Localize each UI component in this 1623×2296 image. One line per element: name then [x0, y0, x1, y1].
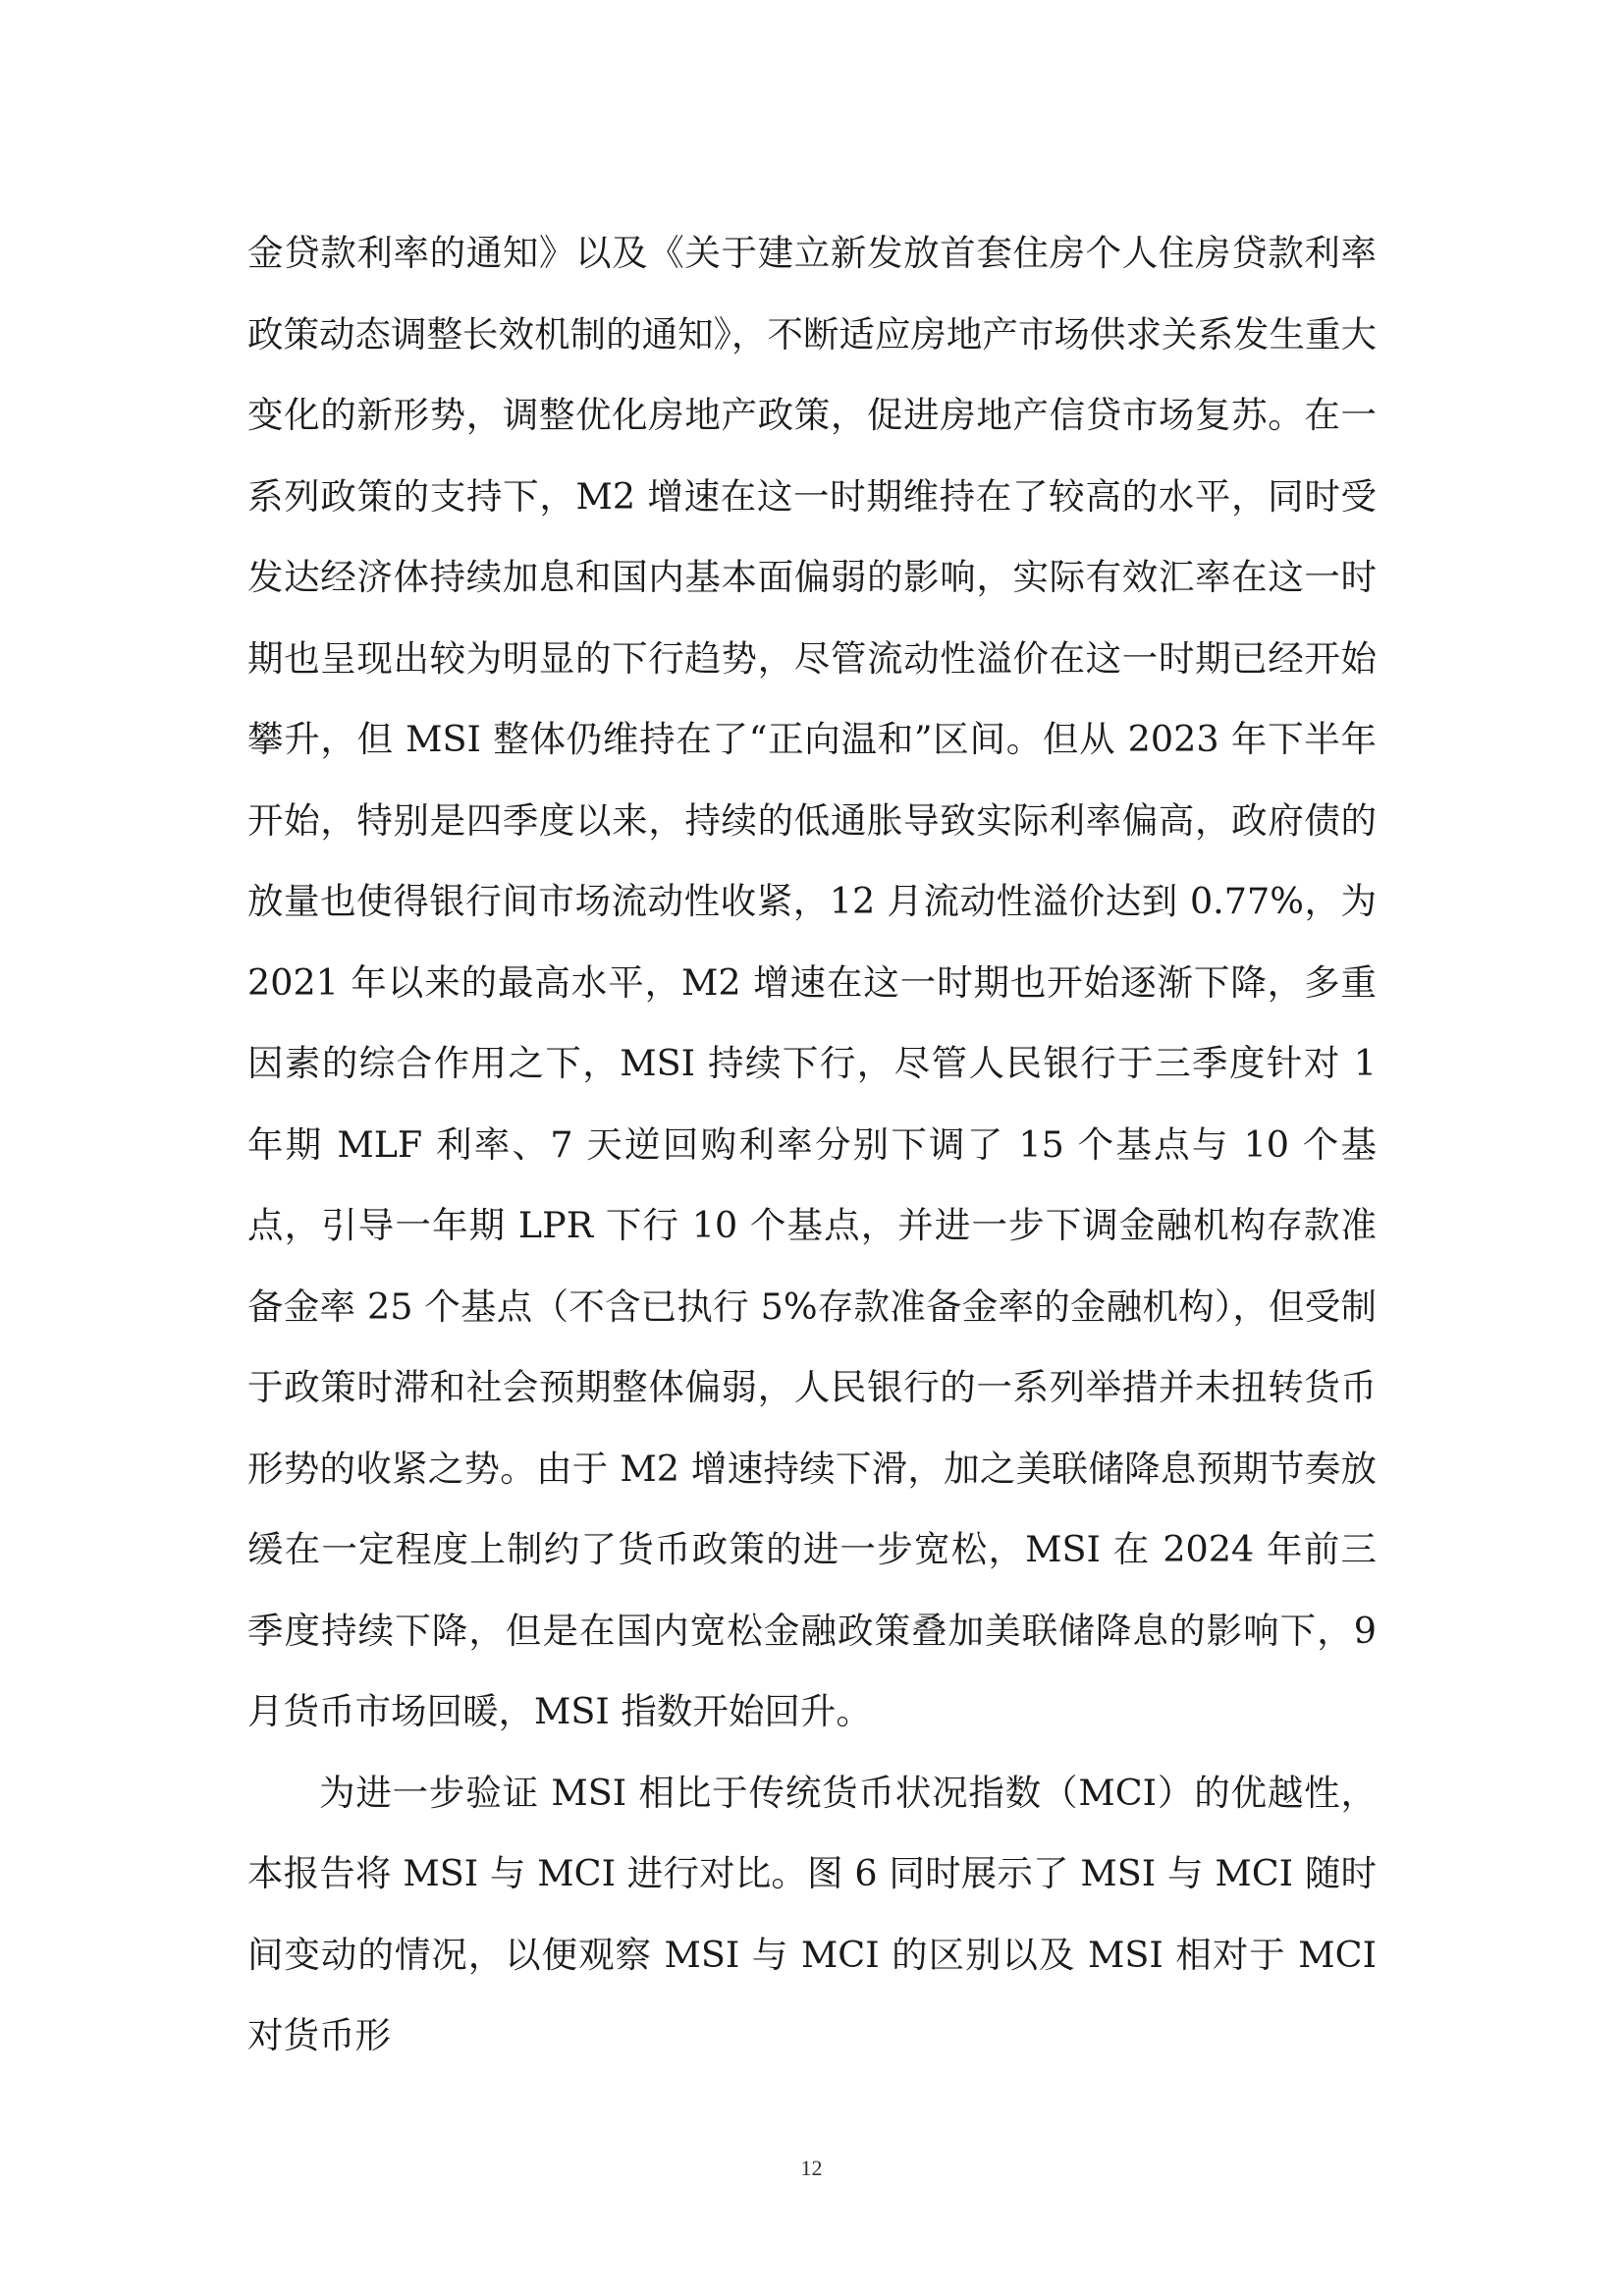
- paragraph-continuation: 金贷款利率的通知》以及《关于建立新发放首套住房个人住房贷款利率政策动态调整长效机制的通知》，不断适应房地产市场供求关系发生重大变化的新形势，调整优化房地产政策，促进房地产信贷市场复苏。在一系列政策的支持下，M2 增速在这一时期维持在了较高的水平，同时受发达经济体持续加息和国内基本面偏弱的影响，实际有效汇率在这一时期也呈现出较为明显的下行趋势，尽管流动性溢价在这一时期已经开始攀升，但 MSI 整体仍维持在了“正向温和”区间。但从 2023 年下半年开始，特别是四季度以来，持续的低通胀导致实际利率偏高，政府债的放量也使得银行间市场流动性收紧，12 月流动性溢价达到 0.77%，为 2021 年以来的最高水平，M2 增速在这一时期也开始逐渐下降，多重因素的综合作用之下，MSI 持续下行，尽管人民银行于三季度针对 1 年期 MLF 利率、7 天逆回购利率分别下调了 15 个基点与 10 个基点，引导一年期 LPR 下行 10 个基点，并进一步下调金融机构存款准备金率 25 个基点（不含已执行 5%存款准备金率的金融机构），但受制于政策时滞和社会预期整体偏弱，人民银行的一系列举措并未扭转货币形势的收紧之势。由于 M2 增速持续下滑，加之美联储降息预期节奏放缓在一定程度上制约了货币政策的进一步宽松，MSI 在 2024 年前三季度持续下降，但是在国内宽松金融政策叠加美联储降息的影响下，9 月货币市场回暖，MSI 指数开始回升。: [247, 232, 1377, 1732]
- page-number: 12: [800, 2156, 823, 2180]
- body-text: [247, 213, 1377, 2077]
- paragraph-msi-mci-comparison: 为进一步验证 MSI 相比于传统货币状况指数（MCI）的优越性，本报告将 MSI 与 MCI 进行对比。图 6 同时展示了 MSI 与 MCI 随时间变动的情况，以便观察 MSI 与 MCI 的区别以及 MSI 相对于 MCI 对货币形: [247, 1771, 1377, 2056]
